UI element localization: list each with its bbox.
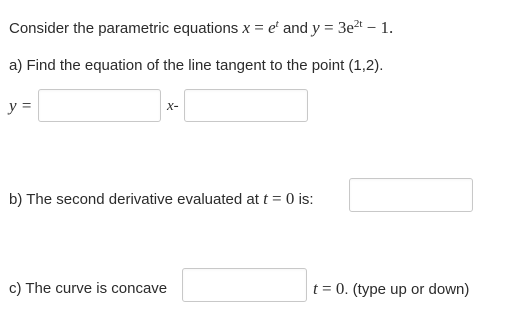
- t-equals-zero: [263, 189, 294, 208]
- concavity-input[interactable]: [182, 268, 307, 302]
- x-base: e: [268, 18, 276, 37]
- part-b-label: b) The second derivative evaluated at: [9, 191, 259, 208]
- equals-sign: =: [272, 189, 282, 208]
- y-variable: y: [312, 18, 320, 37]
- t-variable: t: [313, 279, 318, 298]
- y-coefficient: 3e: [337, 18, 354, 37]
- intro-text: Consider the parametric equations: [9, 20, 239, 37]
- t-equals-zero-c: [313, 279, 344, 298]
- and-text: and: [282, 20, 308, 37]
- part-c-instruction: . (type up or down): [344, 281, 470, 298]
- tangent-y-input[interactable]: [38, 89, 161, 122]
- t-variable: t: [263, 189, 268, 208]
- x-variable: x: [242, 18, 251, 37]
- zero-value: 0: [285, 189, 295, 208]
- second-derivative-input[interactable]: [349, 178, 473, 212]
- y-equation: [312, 18, 393, 37]
- equals-sign: =: [254, 18, 264, 37]
- part-c-prefix: c) The curve is concave: [9, 280, 168, 297]
- y-exponent: 2t: [353, 18, 363, 30]
- zero-value: 0: [335, 279, 345, 298]
- x-equation: [242, 18, 283, 37]
- part-a-text: a) Find the equation of the line tangent to the point (1,2).: [9, 57, 384, 74]
- tangent-x-label: x-: [167, 98, 179, 114]
- equals-sign: =: [323, 18, 334, 37]
- is-suffix: is:: [298, 191, 314, 208]
- part-c-suffix-text: [313, 279, 469, 300]
- part-b-text: [9, 189, 314, 210]
- y-tail: − 1.: [366, 18, 394, 37]
- tangent-y-label: y =: [9, 96, 33, 115]
- equals-sign: =: [321, 279, 332, 298]
- problem-statement: [9, 18, 393, 39]
- tangent-x-input[interactable]: [184, 89, 308, 122]
- x-exponent: t: [275, 18, 279, 30]
